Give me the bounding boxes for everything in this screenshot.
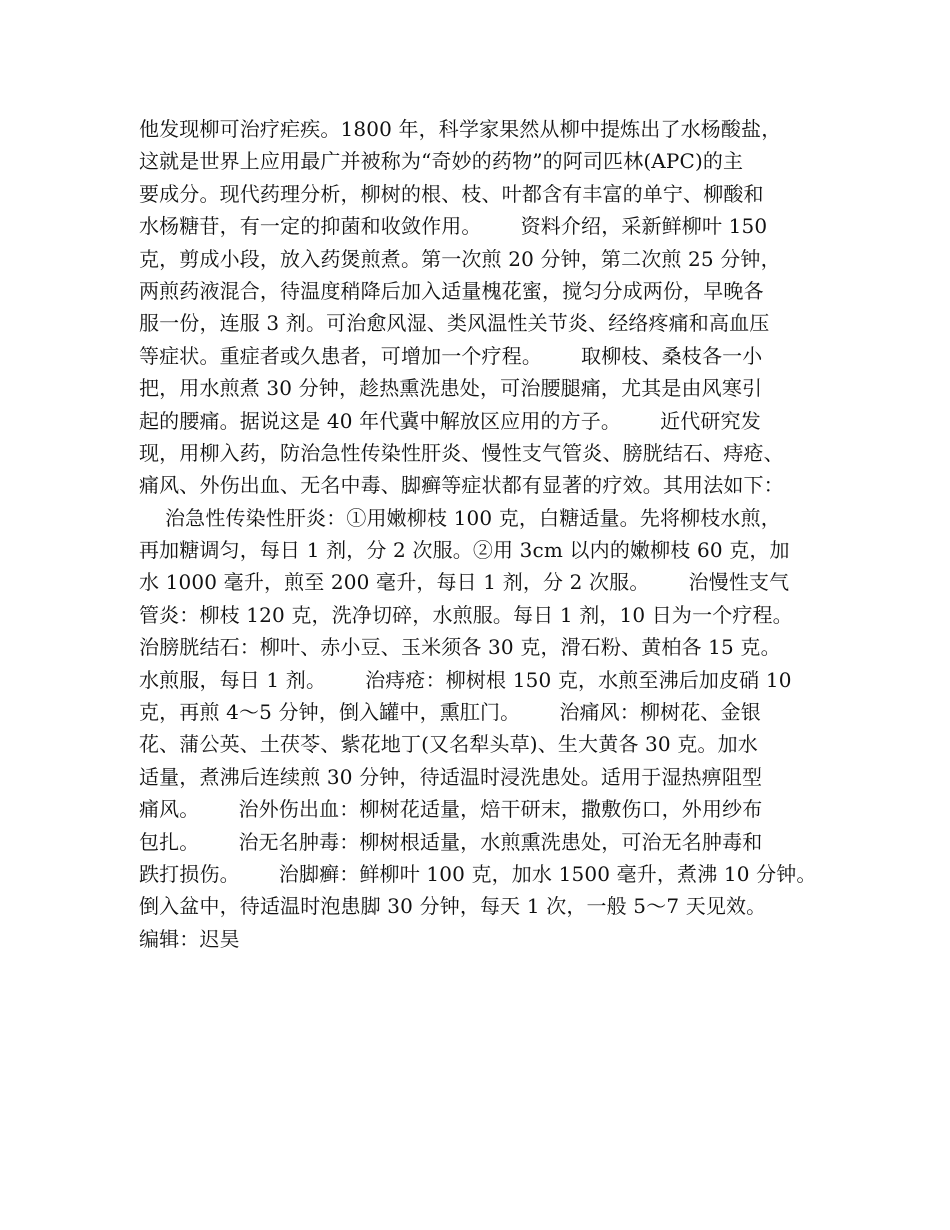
text-line: 痛风。 治外伤出血：柳树花适量，焙干研末，撒敷伤口，外用纱布 <box>139 797 763 822</box>
text-line: 跌打损伤。 治脚癣：鲜柳叶 100 克，加水 1500 毫升，煮沸 10 分钟。 <box>139 861 817 886</box>
text-line: 克，再煎 4～5 分钟，倒入罐中，熏肛门。 治痛风：柳树花、金银 <box>139 700 761 725</box>
text-line: 两煎药液混合，待温度稍降后加入适量槐花蜜，搅匀分成两份，早晚各 <box>139 278 764 303</box>
text-line: 等症状。重症者或久患者，可增加一个疗程。 取柳枝、桑枝各一小 <box>139 343 763 368</box>
text-line: 倒入盆中，待适温时泡患脚 30 分钟，每天 1 次，一般 5～7 天见效。 <box>139 894 767 919</box>
text-line: 他发现柳可治疗疟疾。1800 年，科学家果然从柳中提炼出了水杨酸盐， <box>139 117 782 141</box>
editor-credit: 编辑：迟昊 <box>139 926 240 951</box>
text-line: 现，用柳入药，防治急性传染性肝炎、慢性支气管炎、膀胱结石、痔疮、 <box>139 440 784 465</box>
text-line: 服一份，连服 3 剂。可治愈风湿、类风温性关节炎、经络疼痛和高血压 <box>139 311 770 336</box>
text-line: 水杨糖苷，有一定的抑菌和收敛作用。 资料介绍，采新鲜柳叶 150 <box>139 214 768 239</box>
text-line: 把，用水煎煮 30 分钟，趁热熏洗患处，可治腰腿痛，尤其是由风寒引 <box>139 376 763 401</box>
text-line: 治急性传染性肝炎：①用嫩柳枝 100 克，白糖适量。先将柳枝水煎， <box>139 505 781 530</box>
text-line: 这就是世界上应用最广并被称为“奇妙的药物”的阿司匹林(APC)的主 <box>139 149 744 174</box>
text-line: 起的腰痛。据说这是 40 年代冀中解放区应用的方子。 近代研究发 <box>139 408 761 433</box>
text-line: 适量，煮沸后连续煎 30 分钟，待适温时浸洗患处。适用于湿热痹阻型 <box>139 764 763 789</box>
text-line: 要成分。现代药理分析，柳树的根、枝、叶都含有丰富的单宁、柳酸和 <box>139 181 764 206</box>
text-line: 再加糖调匀，每日 1 剂，分 2 次服。②用 3cm 以内的嫩柳枝 60 克，加 <box>139 538 790 563</box>
text-line: 包扎。 治无名肿毒：柳树根适量，水煎熏洗患处，可治无名肿毒和 <box>139 829 763 854</box>
text-line: 管炎：柳枝 120 克，洗净切碎，水煎服。每日 1 剂，10 日为一个疗程。 <box>139 602 793 627</box>
text-line: 克，剪成小段，放入药煲煎煮。第一次煎 20 分钟，第二次煎 25 分钟， <box>139 246 781 271</box>
text-line: 水煎服，每日 1 剂。 治痔疮：柳树根 150 克，水煎至沸后加皮硝 10 <box>139 667 792 692</box>
article-body <box>139 113 829 955</box>
text-line: 痛风、外伤出血、无名中毒、脚癣等症状都有显著的疗效。其用法如下： <box>139 473 784 498</box>
text-line: 水 1000 毫升，煎至 200 毫升，每日 1 剂，分 2 次服。 治慢性支气 <box>139 570 790 595</box>
text-line: 治膀胱结石：柳叶、赤小豆、玉米须各 30 克，滑石粉、黄柏各 15 克。 <box>139 635 781 660</box>
text-line: 花、蒲公英、土茯苓、紫花地丁(又名犁头草)、生大黄各 30 克。加水 <box>139 732 758 757</box>
